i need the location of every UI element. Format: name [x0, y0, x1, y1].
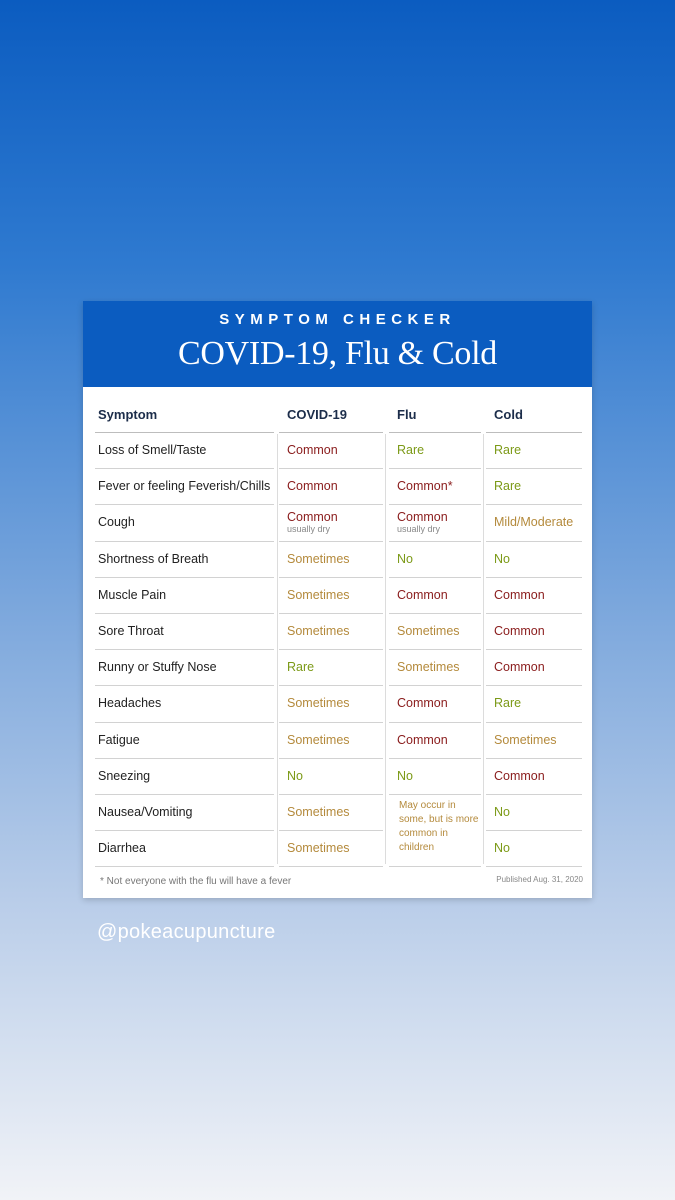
- cold-value: Common: [494, 660, 545, 675]
- row-divider: [486, 866, 582, 867]
- symptom-checker-card: [83, 301, 592, 898]
- table-row: [83, 794, 592, 830]
- cold-value: Common: [494, 624, 545, 638]
- flu-value: Rare: [397, 443, 425, 457]
- covid-value: Rare: [287, 660, 315, 675]
- header-kicker: SYMPTOM CHECKER: [219, 311, 456, 328]
- symptom-name: Nausea/Vomiting: [98, 805, 193, 819]
- published-date: Published Aug. 31, 2020: [496, 875, 583, 884]
- table-row: [83, 649, 592, 685]
- symptom-name: Headaches: [98, 696, 162, 711]
- cold-value: Common: [494, 768, 545, 783]
- cold-value: Rare: [494, 443, 522, 457]
- column-header-cold: Cold: [494, 407, 523, 422]
- cold-value: Mild/Moderate: [494, 515, 574, 530]
- flu-value: No: [397, 768, 413, 783]
- symptom-name: Fatigue: [98, 732, 140, 747]
- covid-value: Sometimes: [287, 841, 350, 856]
- cold-value: Rare: [494, 479, 522, 494]
- account-handle-watermark: @pokeacupuncture: [97, 921, 276, 943]
- covid-value: Sometimes: [287, 587, 350, 602]
- cold-value: Rare: [494, 696, 522, 711]
- covid-value: Sometimes: [287, 624, 350, 638]
- table-row: [83, 504, 592, 540]
- table-row: [83, 758, 592, 794]
- card-header: [83, 301, 592, 387]
- flu-value: Common: [397, 587, 448, 602]
- page-title: COVID-19, Flu & Cold: [178, 335, 497, 372]
- symptom-name: Cough: [98, 515, 135, 530]
- cold-value: Common: [494, 587, 545, 602]
- symptom-name: Diarrhea: [98, 841, 146, 856]
- table-row: [83, 541, 592, 577]
- symptom-name: Sore Throat: [98, 624, 164, 638]
- cold-value: No: [494, 841, 510, 856]
- flu-value: Common*: [397, 479, 453, 494]
- column-header-covid: COVID-19: [287, 407, 347, 422]
- value-qualifier: usually dry: [397, 524, 441, 535]
- table-row: [83, 432, 592, 468]
- table-row: [83, 613, 592, 649]
- table-row: [83, 722, 592, 758]
- covid-value: Common: [287, 479, 338, 494]
- table-row: [83, 685, 592, 721]
- flu-value: No: [397, 551, 413, 566]
- symptom-name: Shortness of Breath: [98, 551, 209, 566]
- symptom-name: Loss of Smell/Taste: [98, 443, 207, 457]
- table-row: [83, 830, 592, 866]
- covid-value: Sometimes: [287, 696, 350, 711]
- cold-value: No: [494, 551, 510, 566]
- row-divider: [279, 866, 383, 867]
- symptom-name: Sneezing: [98, 768, 151, 783]
- value-qualifier: usually dry: [287, 524, 331, 535]
- cold-value: No: [494, 805, 510, 819]
- flu-value: Common: [397, 696, 448, 711]
- covid-value: Sometimes: [287, 551, 350, 566]
- covid-value: Sometimes: [287, 732, 350, 747]
- table-row: [83, 577, 592, 613]
- covid-value: No: [287, 768, 303, 783]
- symptom-name: Fever or feeling Feverish/Chills: [98, 479, 271, 494]
- covid-value: Sometimes: [287, 805, 350, 819]
- covid-value: Common usually dry: [287, 510, 338, 535]
- cold-value: Sometimes: [494, 732, 557, 747]
- flu-value: Sometimes: [397, 660, 460, 675]
- symptom-name: Muscle Pain: [98, 587, 167, 602]
- fever-footnote: * Not everyone with the flu will have a fever: [100, 876, 292, 887]
- flu-value: Common usually dry: [397, 510, 448, 535]
- column-header-symptom: Symptom: [98, 407, 158, 422]
- column-header-flu: Flu: [397, 407, 417, 422]
- flu-value: Sometimes: [397, 624, 460, 638]
- row-divider: [95, 866, 274, 867]
- covid-value: Common: [287, 443, 338, 457]
- symptom-name: Runny or Stuffy Nose: [98, 660, 217, 675]
- flu-shared-note: May occur in some, but is more common in children: [399, 800, 479, 853]
- table-row: [83, 468, 592, 504]
- flu-value: Common: [397, 732, 448, 747]
- row-divider: [389, 866, 481, 867]
